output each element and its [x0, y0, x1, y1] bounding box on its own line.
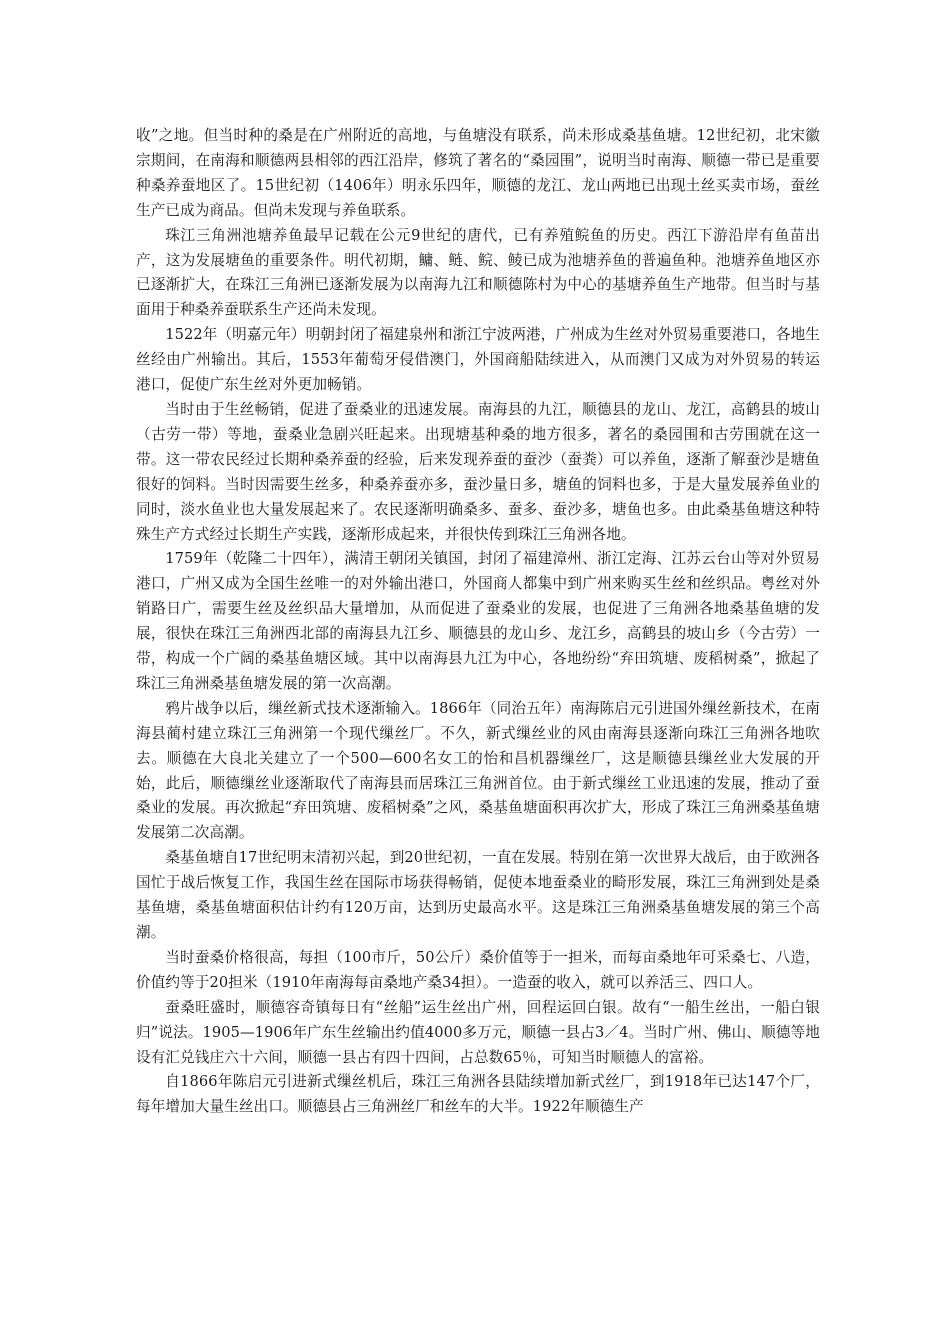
- paragraph: 收”之地。但当时种的桑是在广州附近的高地，与鱼塘没有联系，尚未形成桑基鱼塘。12世纪初，北宋徽宗期间，在南海和顺德两县相邻的西江沿岸，修筑了著名的“桑园围”，说明当时南海、顺德一带已是重要种桑养蚕地区了。15世纪初（1406年）明永乐四年，顺德的龙江、龙山两地已出现土丝买卖市场，蚕丝生产已成为商品。但尚未发现与养鱼联系。: [136, 127, 820, 219]
- paragraph: 1522年（明嘉元年）明朝封闭了福建泉州和浙江宁波两港，广州成为生丝对外贸易重要港口，各地生丝经由广州输出。其后，1553年葡萄牙侵借澳门，外国商船陆续进入，从而澳门又成为对外贸易的转运港口，促使广东生丝对外更加畅销。: [136, 326, 820, 394]
- paragraph: 蚕桑旺盛时，顺德容奇镇每日有“丝船”运生丝出广州，回程运回白银。故有“一船生丝出，一船白银归”说法。1905—1906年广东生丝输出约值4000多万元，顺德一县占3／4。当时广州、佛山、顺德等地设有汇兑钱庄六十六间，顺德一县占有四十四间，占总数65％，可知当时顺德人的富裕。: [136, 998, 820, 1066]
- paragraph: 当时由于生丝畅销，促进了蚕桑业的迅速发展。南海县的九江，顺德县的龙山、龙江，高鹤县的坡山（古劳一带）等地，蚕桑业急剧兴旺起来。出现塘基种桑的地方很多，著名的桑园围和古劳围就在这一带。这一带农民经过长期种桑养蚕的经验，后来发现养蚕的蚕沙（蚕粪）可以养鱼，逐渐了解蚕沙是塘鱼很好的饲料。当时因需要生丝多，种桑养蚕亦多，蚕沙量日多，塘鱼的饲料也多，于是大量发展养鱼业的同时，淡水鱼业也大量发展起来了。农民逐渐明确桑多、蚕多、蚕沙多，塘鱼也多。由此桑基鱼塘这种特殊生产方式经过长期生产实践，逐渐形成起来，并很快传到珠江三角洲各地。: [136, 400, 820, 543]
- body-text: [136, 124, 820, 1120]
- paragraph: 自1866年陈启元引进新式缫丝机后，珠江三角洲各县陆续增加新式丝厂，到1918年已达147个厂，每年增加大量生丝出口。顺德县占三角洲丝厂和丝车的大半。1922年顺德生产: [136, 1073, 820, 1116]
- paragraph: 桑基鱼塘自17世纪明末清初兴起，到20世纪初，一直在发展。特别在第一次世界大战后，由于欧洲各国忙于战后恢复工作，我国生丝在国际市场获得畅销，促使本地蚕桑业的畸形发展，珠江三角洲到处是桑基鱼塘，桑基鱼塘面积估计约有120万亩，达到历史最高水平。这是珠江三角洲桑基鱼塘发展的第三个高潮。: [136, 849, 820, 941]
- paragraph: 珠江三角洲池塘养鱼最早记载在公元9世纪的唐代，已有养殖鲩鱼的历史。西江下游沿岸有鱼苗出产，这为发展塘鱼的重要条件。明代初期，鳙、鲢、鲩、鲮已成为池塘养鱼的普遍鱼种。池塘养鱼地区亦已逐渐扩大，在珠江三角洲已逐渐发展为以南海九江和顺德陈村为中心的基塘养鱼生产地带。但当时与基面用于种桑养蚕联系生产还尚未发现。: [136, 226, 820, 319]
- paragraph: 鸦片战争以后，缫丝新式技术逐渐输入。1866年（同治五年）南海陈启元引进国外缫丝新技术，在南海县蔺村建立珠江三角洲第一个现代缫丝厂。不久，新式缫丝业的风由南海县逐渐向珠江三角洲各地吹去。顺德在大良北关建立了一个500—600名女工的怡和昌机器缫丝厂，这是顺德县缫丝业大发展的开始，此后，顺德缫丝业逐渐取代了南海县而居珠江三角洲首位。由于新式缫丝工业迅速的发展，推动了蚕桑业的发展。再次掀起“弃田筑塘、废稻树桑”之风，桑基鱼塘面积再次扩大，形成了珠江三角洲桑基鱼塘发展第二次高潮。: [136, 699, 820, 842]
- paragraph: 当时蚕桑价格很高，每担（100市斤，50公斤）桑价值等于一担米，而每亩桑地年可采桑七、八造，价值约等于20担米（1910年南海每亩桑地产桑34担）。一造蚕的收入，就可以养活三、四口人。: [136, 948, 820, 991]
- paragraph: 1759年（乾隆二十四年），满清王朝闭关镇国，封闭了福建漳州、浙江定海、江苏云台山等对外贸易港口，广州又成为全国生丝唯一的对外输出港口，外国商人都集中到广州来购买生丝和丝织品。粤丝对外销路日广，需要生丝及丝织品大量增加，从而促进了蚕桑业的发展，也促进了三角洲各地桑基鱼塘的发展，很快在珠江三角洲西北部的南海县九江乡、顺德县的龙山乡、龙江乡，高鹤县的坡山乡（今古劳）一带，构成一个广阔的桑基鱼塘区域。其中以南海县九江为中心，各地纷纷“弃田筑塘、废稻树桑”，掀起了珠江三角洲桑基鱼塘发展的第一次高潮。: [136, 550, 820, 692]
